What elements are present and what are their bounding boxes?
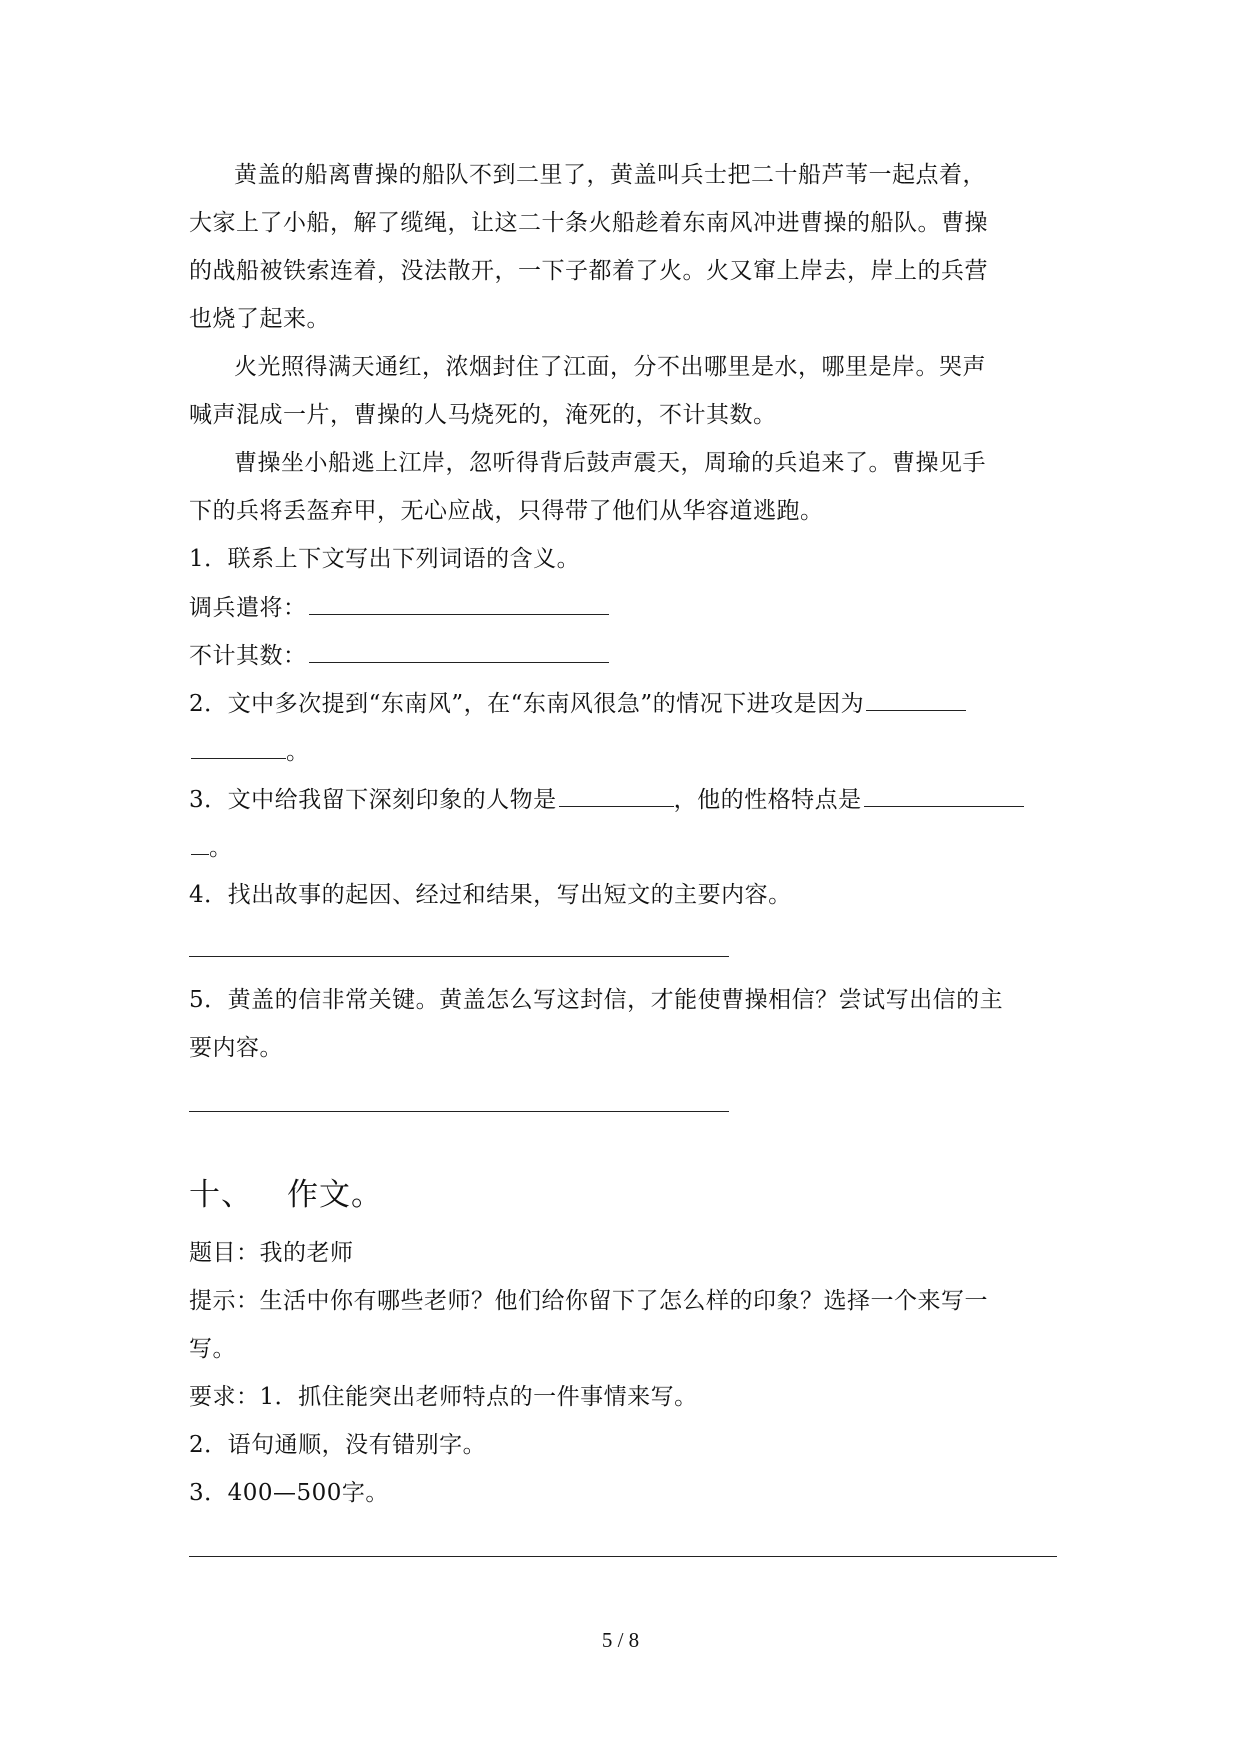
passage-p1-line2: 大家上了小船，解了缆绳，让这二十条火船趁着东南风冲进曹操的船队。曹操 xyxy=(189,210,988,236)
answer-blank[interactable] xyxy=(309,592,609,615)
answer-line[interactable] xyxy=(189,956,729,957)
answer-blank[interactable] xyxy=(309,640,609,663)
answer-blank[interactable] xyxy=(191,832,209,855)
question-2-cont xyxy=(189,736,1059,767)
question-3-end: 。 xyxy=(209,835,233,861)
passage-p1-line1: 黄盖的船离曹操的船队不到二里了，黄盖叫兵士把二十船芦苇一起点着， xyxy=(234,162,986,188)
answer-blank[interactable] xyxy=(866,688,966,711)
composition-answer-line[interactable] xyxy=(189,1556,1057,1557)
question-3-cont xyxy=(189,832,1059,863)
passage-p1-line3: 的战船被铁索连着，没法散开，一下子都着了火。火又窜上岸去，岸上的兵营 xyxy=(189,258,988,284)
question-2 xyxy=(189,688,1059,719)
answer-line[interactable] xyxy=(189,1111,729,1112)
passage-p2-line2: 喊声混成一片，曹操的人马烧死的，淹死的，不计其数。 xyxy=(189,402,777,428)
composition-requirement-1: 要求：1．抓住能突出老师特点的一件事情来写。 xyxy=(189,1384,698,1410)
question-5-line1: 5．黄盖的信非常关键。黄盖怎么写这封信，才能使曹操相信？尝试写出信的主 xyxy=(189,987,1004,1013)
passage-p3-line1: 曹操坐小船逃上江岸，忽听得背后鼓声震天，周瑜的兵追来了。曹操见手 xyxy=(234,450,986,476)
answer-blank[interactable] xyxy=(864,784,1024,807)
composition-hint-line2: 写。 xyxy=(189,1336,236,1362)
question-3 xyxy=(189,784,1059,815)
section-number: 十、 xyxy=(189,1177,253,1213)
question-2-text: 2．文中多次提到“东南风”，在“东南风很急”的情况下进攻是因为 xyxy=(189,691,865,717)
question-4: 4．找出故事的起因、经过和结果，写出短文的主要内容。 xyxy=(189,882,792,908)
composition-topic: 题目：我的老师 xyxy=(189,1240,354,1266)
q1-term-row-2 xyxy=(189,640,1059,671)
section-title: 作文。 xyxy=(287,1177,383,1213)
q1-term-row-1 xyxy=(189,592,1059,623)
answer-blank[interactable] xyxy=(191,736,286,759)
question-3-text-a: 3．文中给我留下深刻印象的人物是 xyxy=(189,787,557,813)
section-heading-composition xyxy=(189,1175,383,1215)
q1-term-label: 调兵遣将： xyxy=(189,595,307,621)
passage-p1-line4: 也烧了起来。 xyxy=(189,306,330,332)
answer-blank[interactable] xyxy=(559,784,674,807)
q1-term-label: 不计其数： xyxy=(189,643,307,669)
question-2-end: 。 xyxy=(286,739,310,765)
passage-p2-line1: 火光照得满天通红，浓烟封住了江面，分不出哪里是水，哪里是岸。哭声 xyxy=(234,354,986,380)
page-number: 5 / 8 xyxy=(601,1628,640,1652)
composition-requirement-2: 2．语句通顺，没有错别字。 xyxy=(189,1432,487,1458)
passage-p3-line2: 下的兵将丢盔弃甲，无心应战，只得带了他们从华容道逃跑。 xyxy=(189,498,824,524)
composition-hint-line1: 提示：生活中你有哪些老师？他们给你留下了怎么样的印象？选择一个来写一 xyxy=(189,1288,988,1314)
question-5-line2: 要内容。 xyxy=(189,1035,283,1061)
question-3-text-b: ，他的性格特点是 xyxy=(673,787,862,813)
question-1: 1．联系上下文写出下列词语的含义。 xyxy=(189,546,581,572)
composition-requirement-3: 3．400—500字。 xyxy=(189,1480,389,1506)
